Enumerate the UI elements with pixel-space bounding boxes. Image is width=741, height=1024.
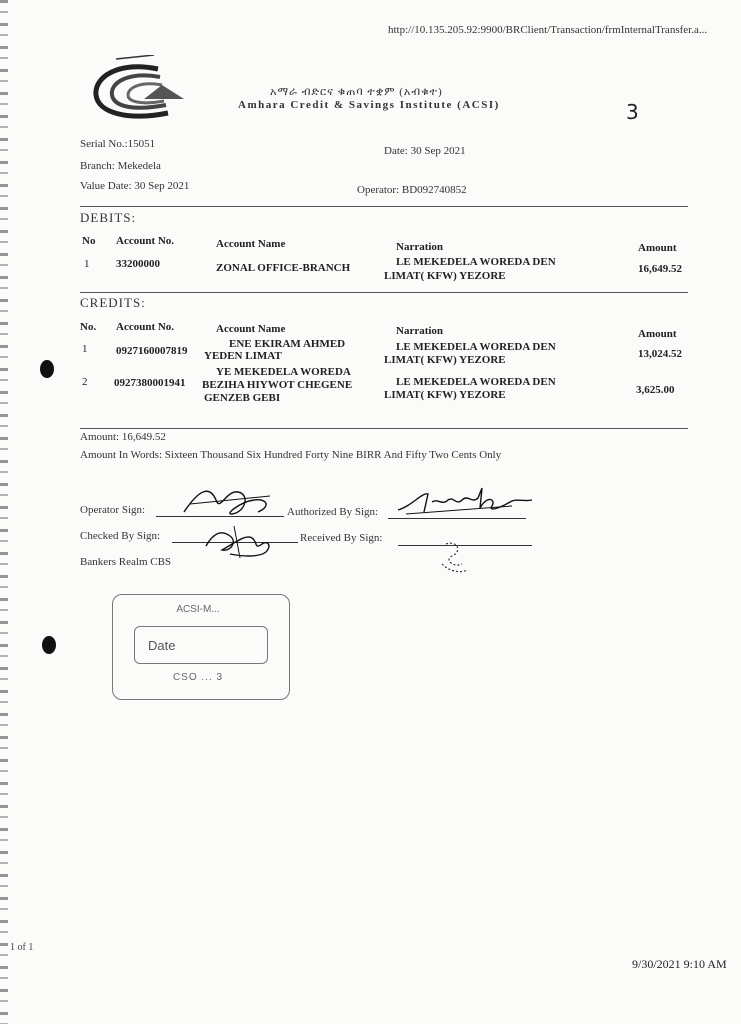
debit-row-narration-line1: LE MEKEDELA WOREDA DEN [396,256,556,268]
total-amount: Amount: 16,649.52 [80,431,166,443]
credits-header-account-no: Account No. [116,321,175,333]
credit-row2-account-no: 0927380001941 [114,377,186,389]
credit-row2-no: 2 [82,376,88,388]
credit-row1-account-no: 0927160007819 [116,345,188,357]
authorized-sign-label: Authorized By Sign: [287,506,379,518]
org-name-english: Amhara Credit & Savings Institute (ACSI) [238,99,500,111]
credits-header-no: No. [80,321,97,333]
punch-hole-bottom [42,636,56,654]
credits-header-narration: Narration [396,325,444,337]
authorized-signature-icon [392,484,540,520]
scan-edge [0,0,8,1024]
debits-header-amount: Amount [638,242,677,254]
operator-sign-label: Operator Sign: [80,504,146,516]
amount-in-words: Amount In Words: Sixteen Thousand Six Hundred Forty Nine BIRR And Fifty Two Cents Only [80,449,502,461]
received-sign-label: Received By Sign: [300,532,383,544]
system-name: Bankers Realm CBS [80,556,172,568]
debits-title: DEBITS: [80,210,137,225]
debit-row-account-name: ZONAL OFFICE-BRANCH [216,262,351,274]
credit-row2-narration-line2: LIMAT( KFW) YEZORE [384,389,506,401]
credit-row2-amount: 3,625.00 [636,384,675,396]
punch-hole-top [40,360,54,378]
acsi-logo-icon [88,55,188,125]
operator-id: Operator: BD092740852 [357,184,467,196]
credit-row2-account-name-line2: BEZIHA HIYWOT CHEGENE [202,379,353,391]
value-date: Value Date: 30 Sep 2021 [80,180,190,192]
debit-row-narration-line2: LIMAT( KFW) YEZORE [384,270,506,282]
divider-credits [80,428,688,429]
debits-header-narration: Narration [396,241,444,253]
credit-row1-narration-line1: LE MEKEDELA WOREDA DEN [396,341,556,353]
debit-row-account-no: 33200000 [116,258,160,270]
print-url: http://10.135.205.92:9900/BRClient/Transaction/frmInternalTransfer.a... [388,24,708,36]
debit-row-no: 1 [84,258,90,270]
credit-row1-account-name-line1: ENE EKIRAM AHMED [229,338,346,350]
branch: Branch: Mekedela [80,160,161,172]
divider-debits [80,292,688,293]
credit-row1-account-name-line2: YEDEN LIMAT [204,350,282,362]
stamp-date-label: Date [148,638,176,653]
debits-header-no: No [82,235,96,247]
credit-row2-account-name-line3: GENZEB GEBI [204,392,281,404]
credit-row1-amount: 13,024.52 [638,348,682,360]
handwritten-page-mark: 3 [626,100,639,124]
credits-header-account-name: Account Name [216,323,286,335]
debits-header-account-no: Account No. [116,235,175,247]
credits-title: CREDITS: [80,295,146,310]
debits-header-account-name: Account Name [216,238,286,250]
credits-header-amount: Amount [638,328,677,340]
stamp-top-text: ACSI-M... [176,604,220,615]
checked-signature-icon [200,522,280,562]
page-number: 1 of 1 [10,942,34,953]
serial-number: Serial No.:15051 [80,138,156,150]
credit-row2-narration-line1: LE MEKEDELA WOREDA DEN [396,376,556,388]
operator-signature-icon [180,482,280,522]
checked-sign-label: Checked By Sign: [80,530,161,542]
org-name-amharic: አማራ ብድርና ቁጠባ ተቋም (አብቁተ) [270,86,443,98]
divider-top [80,206,688,207]
credit-row2-account-name-line1: YE MEKEDELA WOREDA [216,366,351,378]
received-signature-icon [428,534,478,582]
credit-row1-narration-line2: LIMAT( KFW) YEZORE [384,354,506,366]
stamp-bottom-text: CSO ... 3 [172,672,224,683]
print-timestamp: 9/30/2021 9:10 AM [632,957,727,971]
debit-row-amount: 16,649.52 [638,263,682,275]
credit-row1-no: 1 [82,343,88,355]
transaction-date: Date: 30 Sep 2021 [384,145,466,157]
